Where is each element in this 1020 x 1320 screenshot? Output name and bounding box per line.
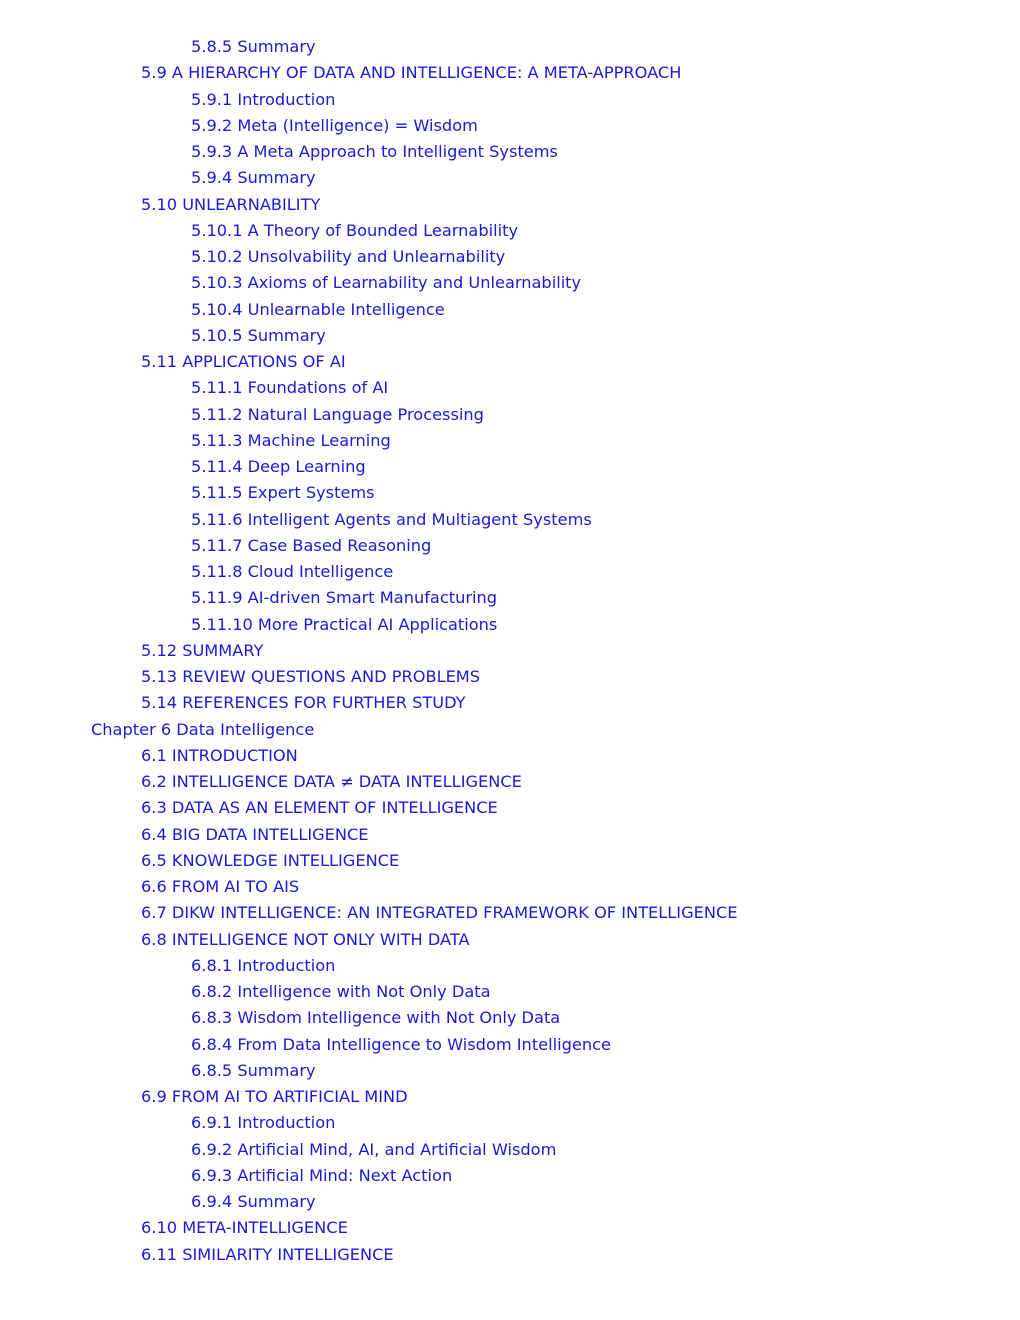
toc-section-link[interactable]: 6.6 FROM AI TO AIS [141, 877, 300, 896]
toc-section-link[interactable]: 6.7 DIKW INTELLIGENCE: AN INTEGRATED FRAMEWORK OF INTELLIGENCE [141, 903, 738, 923]
toc-item [0, 218, 1020, 244]
toc-subsection-link[interactable]: 5.9.1 Introduction [191, 89, 336, 109]
toc-subsection-link[interactable]: 5.9.3 A Meta Approach to Intelligent Systems [191, 142, 558, 161]
toc-subsection-link[interactable]: 5.10.2 Unsolvability and Unlearnability [191, 247, 506, 266]
toc-section-link[interactable]: 5.13 REVIEW QUESTIONS AND PROBLEMS [141, 667, 481, 686]
toc-subsection-link[interactable]: 5.8.5 Summary [191, 37, 316, 56]
toc-section-link[interactable]: 6.11 SIMILARITY INTELLIGENCE [141, 1244, 394, 1264]
toc-chapter-link[interactable]: Chapter 6 Data Intelligence [91, 719, 315, 739]
toc-item [0, 638, 1020, 664]
toc-section-link[interactable]: 6.5 KNOWLEDGE INTELLIGENCE [141, 850, 400, 870]
toc-section-link[interactable]: 6.3 DATA AS AN ELEMENT OF INTELLIGENCE [141, 798, 498, 818]
toc-item [0, 480, 1020, 506]
toc-item [0, 612, 1020, 638]
toc-subsection-link[interactable]: 5.11.3 Machine Learning [191, 430, 391, 450]
toc-item [0, 874, 1020, 900]
toc-section-link[interactable]: 5.10 UNLEARNABILITY [141, 194, 321, 214]
toc-subsection-link[interactable]: 6.9.2 Artificial Mind, AI, and Artificial Wisdom [191, 1139, 557, 1159]
toc-item [0, 1032, 1020, 1058]
table-of-contents [0, 34, 1020, 1268]
toc-item [0, 375, 1020, 401]
toc-item [0, 795, 1020, 821]
toc-subsection-link[interactable]: 5.11.2 Natural Language Processing [191, 404, 484, 424]
toc-item [0, 428, 1020, 454]
toc-item [0, 192, 1020, 218]
toc-item [0, 1242, 1020, 1268]
toc-section-link[interactable]: 6.1 INTRODUCTION [141, 745, 298, 765]
toc-subsection-link[interactable]: 5.10.5 Summary [191, 325, 326, 345]
toc-item [0, 244, 1020, 270]
toc-item [0, 1005, 1020, 1031]
toc-section-link[interactable]: 5.14 REFERENCES FOR FURTHER STUDY [141, 693, 466, 713]
toc-item [0, 1215, 1020, 1241]
toc-item [0, 349, 1020, 375]
toc-item [0, 113, 1020, 139]
toc-subsection-link[interactable]: 5.11.10 More Practical AI Applications [191, 614, 498, 634]
toc-section-link[interactable]: 5.11 APPLICATIONS OF AI [141, 352, 346, 371]
toc-item [0, 690, 1020, 716]
toc-item [0, 270, 1020, 296]
toc-item [0, 953, 1020, 979]
toc-subsection-link[interactable]: 5.11.7 Case Based Reasoning [191, 535, 432, 555]
toc-item [0, 402, 1020, 428]
toc-item [0, 1163, 1020, 1189]
toc-item [0, 664, 1020, 690]
toc-section-link[interactable]: 5.9 A HIERARCHY OF DATA AND INTELLIGENCE: A META-APPROACH [141, 63, 682, 83]
toc-item [0, 323, 1020, 349]
toc-subsection-link[interactable]: 6.9.4 Summary [191, 1192, 316, 1211]
toc-subsection-link[interactable]: 6.8.2 Intelligence with Not Only Data [191, 982, 491, 1001]
toc-subsection-link[interactable]: 5.11.5 Expert Systems [191, 483, 375, 503]
toc-section-link[interactable]: 6.2 INTELLIGENCE DATA ≠ DATA INTELLIGENCE [141, 772, 522, 791]
toc-item [0, 585, 1020, 611]
toc-item [0, 1084, 1020, 1110]
toc-item [0, 769, 1020, 795]
toc-section-link[interactable]: 6.9 FROM AI TO ARTIFICIAL MIND [141, 1087, 408, 1106]
toc-item [0, 927, 1020, 953]
toc-item [0, 87, 1020, 113]
toc-item [0, 743, 1020, 769]
toc-subsection-link[interactable]: 6.8.1 Introduction [191, 955, 336, 975]
toc-item [0, 507, 1020, 533]
toc-subsection-link[interactable]: 5.9.2 Meta (Intelligence) = Wisdom [191, 115, 478, 135]
toc-item [0, 1189, 1020, 1215]
toc-item [0, 139, 1020, 165]
toc-item [0, 717, 1020, 743]
toc-subsection-link[interactable]: 6.8.5 Summary [191, 1060, 316, 1080]
toc-subsection-link[interactable]: 6.9.1 Introduction [191, 1113, 336, 1133]
toc-item [0, 1058, 1020, 1084]
toc-section-link[interactable]: 6.4 BIG DATA INTELLIGENCE [141, 824, 369, 844]
toc-item [0, 1110, 1020, 1136]
toc-item [0, 1137, 1020, 1163]
toc-item [0, 848, 1020, 874]
toc-item [0, 454, 1020, 480]
toc-item [0, 297, 1020, 323]
toc-subsection-link[interactable]: 5.10.4 Unlearnable Intelligence [191, 299, 445, 319]
toc-subsection-link[interactable]: 5.11.4 Deep Learning [191, 457, 366, 476]
toc-subsection-link[interactable]: 6.9.3 Artificial Mind: Next Action [191, 1165, 453, 1185]
toc-subsection-link[interactable]: 5.11.6 Intelligent Agents and Multiagent Systems [191, 509, 592, 529]
toc-section-link[interactable]: 5.12 SUMMARY [141, 640, 264, 660]
toc-item [0, 559, 1020, 585]
toc-item [0, 60, 1020, 86]
toc-item [0, 165, 1020, 191]
toc-subsection-link[interactable]: 5.11.9 AI-driven Smart Manufacturing [191, 588, 498, 608]
toc-subsection-link[interactable]: 5.9.4 Summary [191, 168, 316, 188]
toc-item [0, 900, 1020, 926]
toc-item [0, 979, 1020, 1005]
toc-subsection-link[interactable]: 6.8.3 Wisdom Intelligence with Not Only Data [191, 1008, 561, 1028]
toc-subsection-link[interactable]: 5.10.3 Axioms of Learnability and Unlearnability [191, 273, 582, 293]
toc-subsection-link[interactable]: 5.11.8 Cloud Intelligence [191, 562, 394, 581]
toc-subsection-link[interactable]: 5.10.1 A Theory of Bounded Learnability [191, 220, 519, 240]
toc-section-link[interactable]: 6.10 META-INTELLIGENCE [141, 1218, 348, 1238]
toc-section-link[interactable]: 6.8 INTELLIGENCE NOT ONLY WITH DATA [141, 929, 470, 949]
toc-subsection-link[interactable]: 6.8.4 From Data Intelligence to Wisdom Intelligence [191, 1034, 611, 1054]
toc-item [0, 34, 1020, 60]
toc-item [0, 533, 1020, 559]
toc-subsection-link[interactable]: 5.11.1 Foundations of AI [191, 378, 389, 398]
toc-item [0, 822, 1020, 848]
